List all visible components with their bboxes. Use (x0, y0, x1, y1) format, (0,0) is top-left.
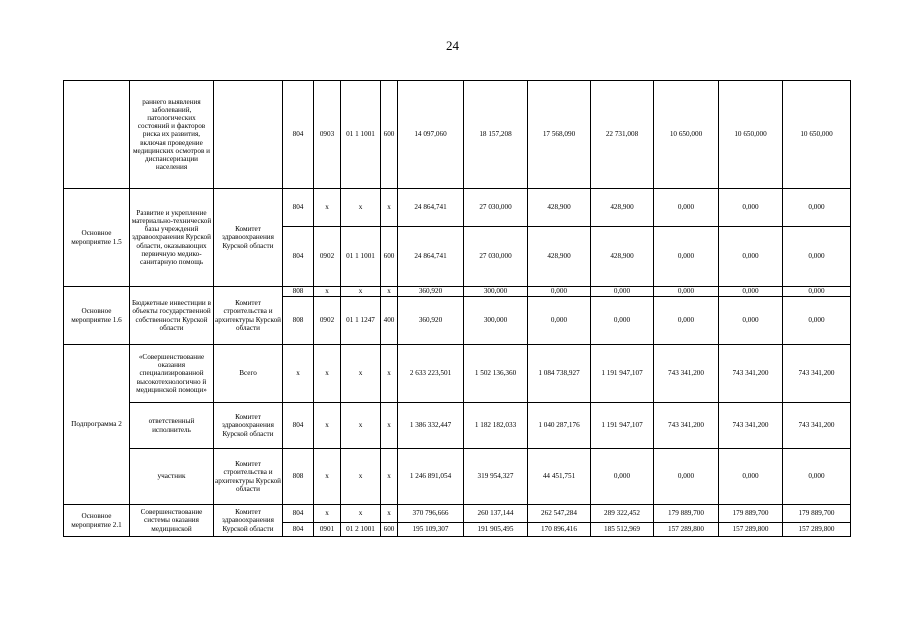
budget-table (63, 80, 851, 537)
csr: х (341, 287, 381, 297)
value-cell: 10 650,000 (783, 81, 851, 189)
value-cell: 179 889,700 (783, 505, 851, 523)
rz: 0901 (314, 523, 341, 537)
value-cell: 289 322,452 (591, 505, 654, 523)
value-cell: 0,000 (719, 189, 783, 227)
measure-label: Основное мероприятие 1.6 (64, 287, 130, 345)
value-cell: 428,900 (591, 227, 654, 287)
value-cell: 157 289,800 (783, 523, 851, 537)
value-cell: 1 246 891,054 (398, 449, 464, 505)
executor: Комитет здравоохранения Курской области (214, 189, 283, 287)
rz: 0903 (314, 81, 341, 189)
value-cell: 1 084 738,927 (528, 345, 591, 403)
value-cell: 260 137,144 (464, 505, 528, 523)
value-cell: 1 191 947,107 (591, 403, 654, 449)
table-row (64, 505, 851, 523)
grbs: 804 (283, 523, 314, 537)
value-cell: 1 040 287,176 (528, 403, 591, 449)
value-cell: 0,000 (719, 297, 783, 345)
value-cell: 370 796,666 (398, 505, 464, 523)
measure-name: раннего выявления заболеваний, патологических состояний и факторов риска их развития, включая проведение медицинских осмотров и диспансеризации населения (130, 81, 214, 189)
measure-label: Основное мероприятие 2.1 (64, 505, 130, 537)
value-cell: 14 097,060 (398, 81, 464, 189)
value-cell: 262 547,284 (528, 505, 591, 523)
vr: 600 (381, 81, 398, 189)
grbs: 804 (283, 227, 314, 287)
value-cell: 10 650,000 (719, 81, 783, 189)
value-cell: 743 341,200 (654, 403, 719, 449)
value-cell: 10 650,000 (654, 81, 719, 189)
value-cell: 0,000 (654, 287, 719, 297)
executor: Комитет строительства и архитектуры Курской области (214, 449, 283, 505)
value-cell: 0,000 (719, 449, 783, 505)
value-cell: 0,000 (719, 227, 783, 287)
measure-label: Основное мероприятие 1.5 (64, 189, 130, 287)
value-cell: 428,900 (528, 189, 591, 227)
csr: 01 1 1001 (341, 227, 381, 287)
vr: х (381, 403, 398, 449)
value-cell: 0,000 (528, 287, 591, 297)
measure-name: «Совершенствование оказания специализированной высокотехнологично й медицинской помощи» (130, 345, 214, 403)
value-cell: 0,000 (591, 297, 654, 345)
measure-name: Бюджетные инвестиции в объекты государственной собственности Курской области (130, 287, 214, 345)
grbs: 808 (283, 449, 314, 505)
csr: 01 2 1001 (341, 523, 381, 537)
value-cell: 743 341,200 (783, 403, 851, 449)
value-cell: 24 864,741 (398, 189, 464, 227)
value-cell: 428,900 (528, 227, 591, 287)
value-cell: 0,000 (528, 297, 591, 345)
rz: х (314, 505, 341, 523)
value-cell: 1 386 332,447 (398, 403, 464, 449)
value-cell: 1 502 136,360 (464, 345, 528, 403)
value-cell: 0,000 (783, 287, 851, 297)
value-cell: 0,000 (654, 449, 719, 505)
measure-name: Совершенствование системы оказания медицинской (130, 505, 214, 537)
executor: Комитет здравоохранения Курской области (214, 505, 283, 537)
value-cell: 0,000 (591, 287, 654, 297)
grbs: 808 (283, 297, 314, 345)
executor: Всего (214, 345, 283, 403)
vr: х (381, 287, 398, 297)
measure-name: участник (130, 449, 214, 505)
rz: х (314, 287, 341, 297)
rz: х (314, 449, 341, 505)
page-number: 24 (446, 38, 459, 53)
grbs: 804 (283, 403, 314, 449)
table-row (64, 345, 851, 403)
value-cell: 22 731,008 (591, 81, 654, 189)
csr: х (341, 403, 381, 449)
value-cell: 170 896,416 (528, 523, 591, 537)
value-cell: 428,900 (591, 189, 654, 227)
table-row (64, 189, 851, 227)
value-cell: 157 289,800 (719, 523, 783, 537)
grbs: 804 (283, 505, 314, 523)
csr: х (341, 505, 381, 523)
vr: 400 (381, 297, 398, 345)
value-cell: 179 889,700 (719, 505, 783, 523)
value-cell: 185 512,969 (591, 523, 654, 537)
subprogram-label: Подпрограмма 2 (64, 345, 130, 505)
value-cell: 27 030,000 (464, 227, 528, 287)
measure-name: ответственный исполнитель (130, 403, 214, 449)
value-cell: 157 289,800 (654, 523, 719, 537)
empty-cell (64, 81, 130, 189)
vr: 600 (381, 523, 398, 537)
executor: Комитет здравоохранения Курской области (214, 403, 283, 449)
value-cell: 0,000 (783, 189, 851, 227)
value-cell: 2 633 223,501 (398, 345, 464, 403)
value-cell: 17 568,090 (528, 81, 591, 189)
value-cell: 360,920 (398, 287, 464, 297)
value-cell: 319 954,327 (464, 449, 528, 505)
executor (214, 81, 283, 189)
value-cell: 191 905,495 (464, 523, 528, 537)
value-cell: 0,000 (654, 189, 719, 227)
csr: 01 1 1001 (341, 81, 381, 189)
value-cell: 0,000 (591, 449, 654, 505)
value-cell: 0,000 (654, 297, 719, 345)
measure-name: Развитие и укрепление материально-технической базы учреждений здравоохранения Курской области, оказывающих первичную медико-санитарную помощь (130, 189, 214, 287)
grbs: 808 (283, 287, 314, 297)
vr: х (381, 189, 398, 227)
value-cell: 1 182 182,033 (464, 403, 528, 449)
value-cell: 0,000 (783, 297, 851, 345)
value-cell: 743 341,200 (654, 345, 719, 403)
table-row (64, 449, 851, 505)
value-cell: 18 157,208 (464, 81, 528, 189)
table-row (64, 287, 851, 297)
grbs: 804 (283, 189, 314, 227)
rz: х (314, 403, 341, 449)
value-cell: 44 451,751 (528, 449, 591, 505)
rz: х (314, 345, 341, 403)
value-cell: 743 341,200 (719, 345, 783, 403)
value-cell: 179 889,700 (654, 505, 719, 523)
value-cell: 195 109,307 (398, 523, 464, 537)
grbs: х (283, 345, 314, 403)
value-cell: 360,920 (398, 297, 464, 345)
rz: 0902 (314, 227, 341, 287)
value-cell: 743 341,200 (719, 403, 783, 449)
vr: х (381, 505, 398, 523)
rz: 0902 (314, 297, 341, 345)
value-cell: 300,000 (464, 287, 528, 297)
value-cell: 0,000 (783, 449, 851, 505)
vr: х (381, 449, 398, 505)
table-row (64, 403, 851, 449)
value-cell: 1 191 947,107 (591, 345, 654, 403)
value-cell: 27 030,000 (464, 189, 528, 227)
value-cell: 0,000 (719, 287, 783, 297)
rz: х (314, 189, 341, 227)
value-cell: 0,000 (654, 227, 719, 287)
csr: 01 1 1247 (341, 297, 381, 345)
value-cell: 24 864,741 (398, 227, 464, 287)
csr: х (341, 449, 381, 505)
csr: х (341, 345, 381, 403)
value-cell: 0,000 (783, 227, 851, 287)
executor: Комитет строительства и архитектуры Курской области (214, 287, 283, 345)
grbs: 804 (283, 81, 314, 189)
value-cell: 743 341,200 (783, 345, 851, 403)
value-cell: 300,000 (464, 297, 528, 345)
vr: 600 (381, 227, 398, 287)
csr: х (341, 189, 381, 227)
vr: х (381, 345, 398, 403)
table-row (64, 81, 851, 189)
